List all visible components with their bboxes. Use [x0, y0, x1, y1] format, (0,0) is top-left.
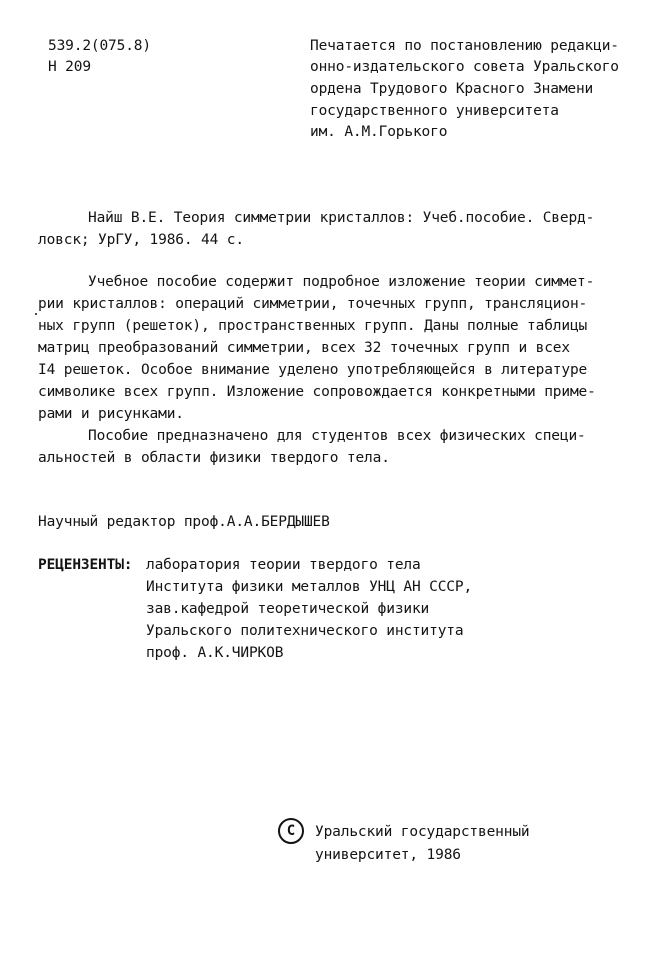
abstract-line: Пособие предназначено для студентов всех физических специ- [88, 428, 586, 444]
imprint-line: им. А.М.Горького [310, 124, 448, 140]
imprint-line: онно-издательского совета Уральского [310, 59, 619, 75]
citation-line: Найш В.Е. Теория симметрии кристаллов: Учеб.пособие. Сверд- [88, 210, 595, 226]
library-index: Н 209 [48, 59, 91, 75]
udc-code: 539.2(075.8) [48, 38, 151, 54]
scan-speck [35, 313, 37, 315]
abstract-line: I4 решеток. Особое внимание уделено употребляющейся в литературе [38, 362, 588, 378]
copyright-line: Уральский государственный [315, 824, 530, 840]
abstract-line: рами и рисунками. [38, 406, 184, 422]
reviewer-line: зав.кафедрой теоретической физики [146, 601, 430, 617]
reviewer-line: проф. А.К.ЧИРКОВ [146, 645, 284, 661]
abstract-line: рии кристаллов: операций симметрии, точечных групп, трансляцион- [38, 296, 588, 312]
scientific-editor: Научный редактор проф.А.А.БЕРДЫШЕВ [38, 514, 330, 530]
copyright-line: университет, 1986 [315, 847, 461, 863]
reviewer-line: лаборатория теории твердого тела [146, 557, 421, 573]
abstract-line: ных групп (решеток), пространственных групп. Даны полные таблицы [38, 318, 588, 334]
abstract-line: Учебное пособие содержит подробное изложение теории симмет- [88, 274, 595, 290]
reviewer-line: Института физики металлов УНЦ АН СССР, [146, 579, 473, 595]
imprint-line: государственного университета [310, 103, 559, 119]
abstract-line: альностей в области физики твердого тела. [38, 450, 390, 466]
copyright-icon: С [278, 818, 304, 844]
citation-line: ловск; УрГУ, 1986. 44 с. [38, 232, 244, 248]
imprint-line: Печатается по постановлению редакци- [310, 38, 619, 54]
abstract-line: матриц преобразований симметрии, всех 32 точечных групп и всех [38, 340, 570, 356]
abstract-line: символике всех групп. Изложение сопровождается конкретными приме- [38, 384, 596, 400]
imprint-line: ордена Трудового Красного Знамени [310, 81, 594, 97]
reviewer-line: Уральского политехнического института [146, 623, 464, 639]
reviewers-label: РЕЦЕНЗЕНТЫ: [38, 557, 133, 573]
